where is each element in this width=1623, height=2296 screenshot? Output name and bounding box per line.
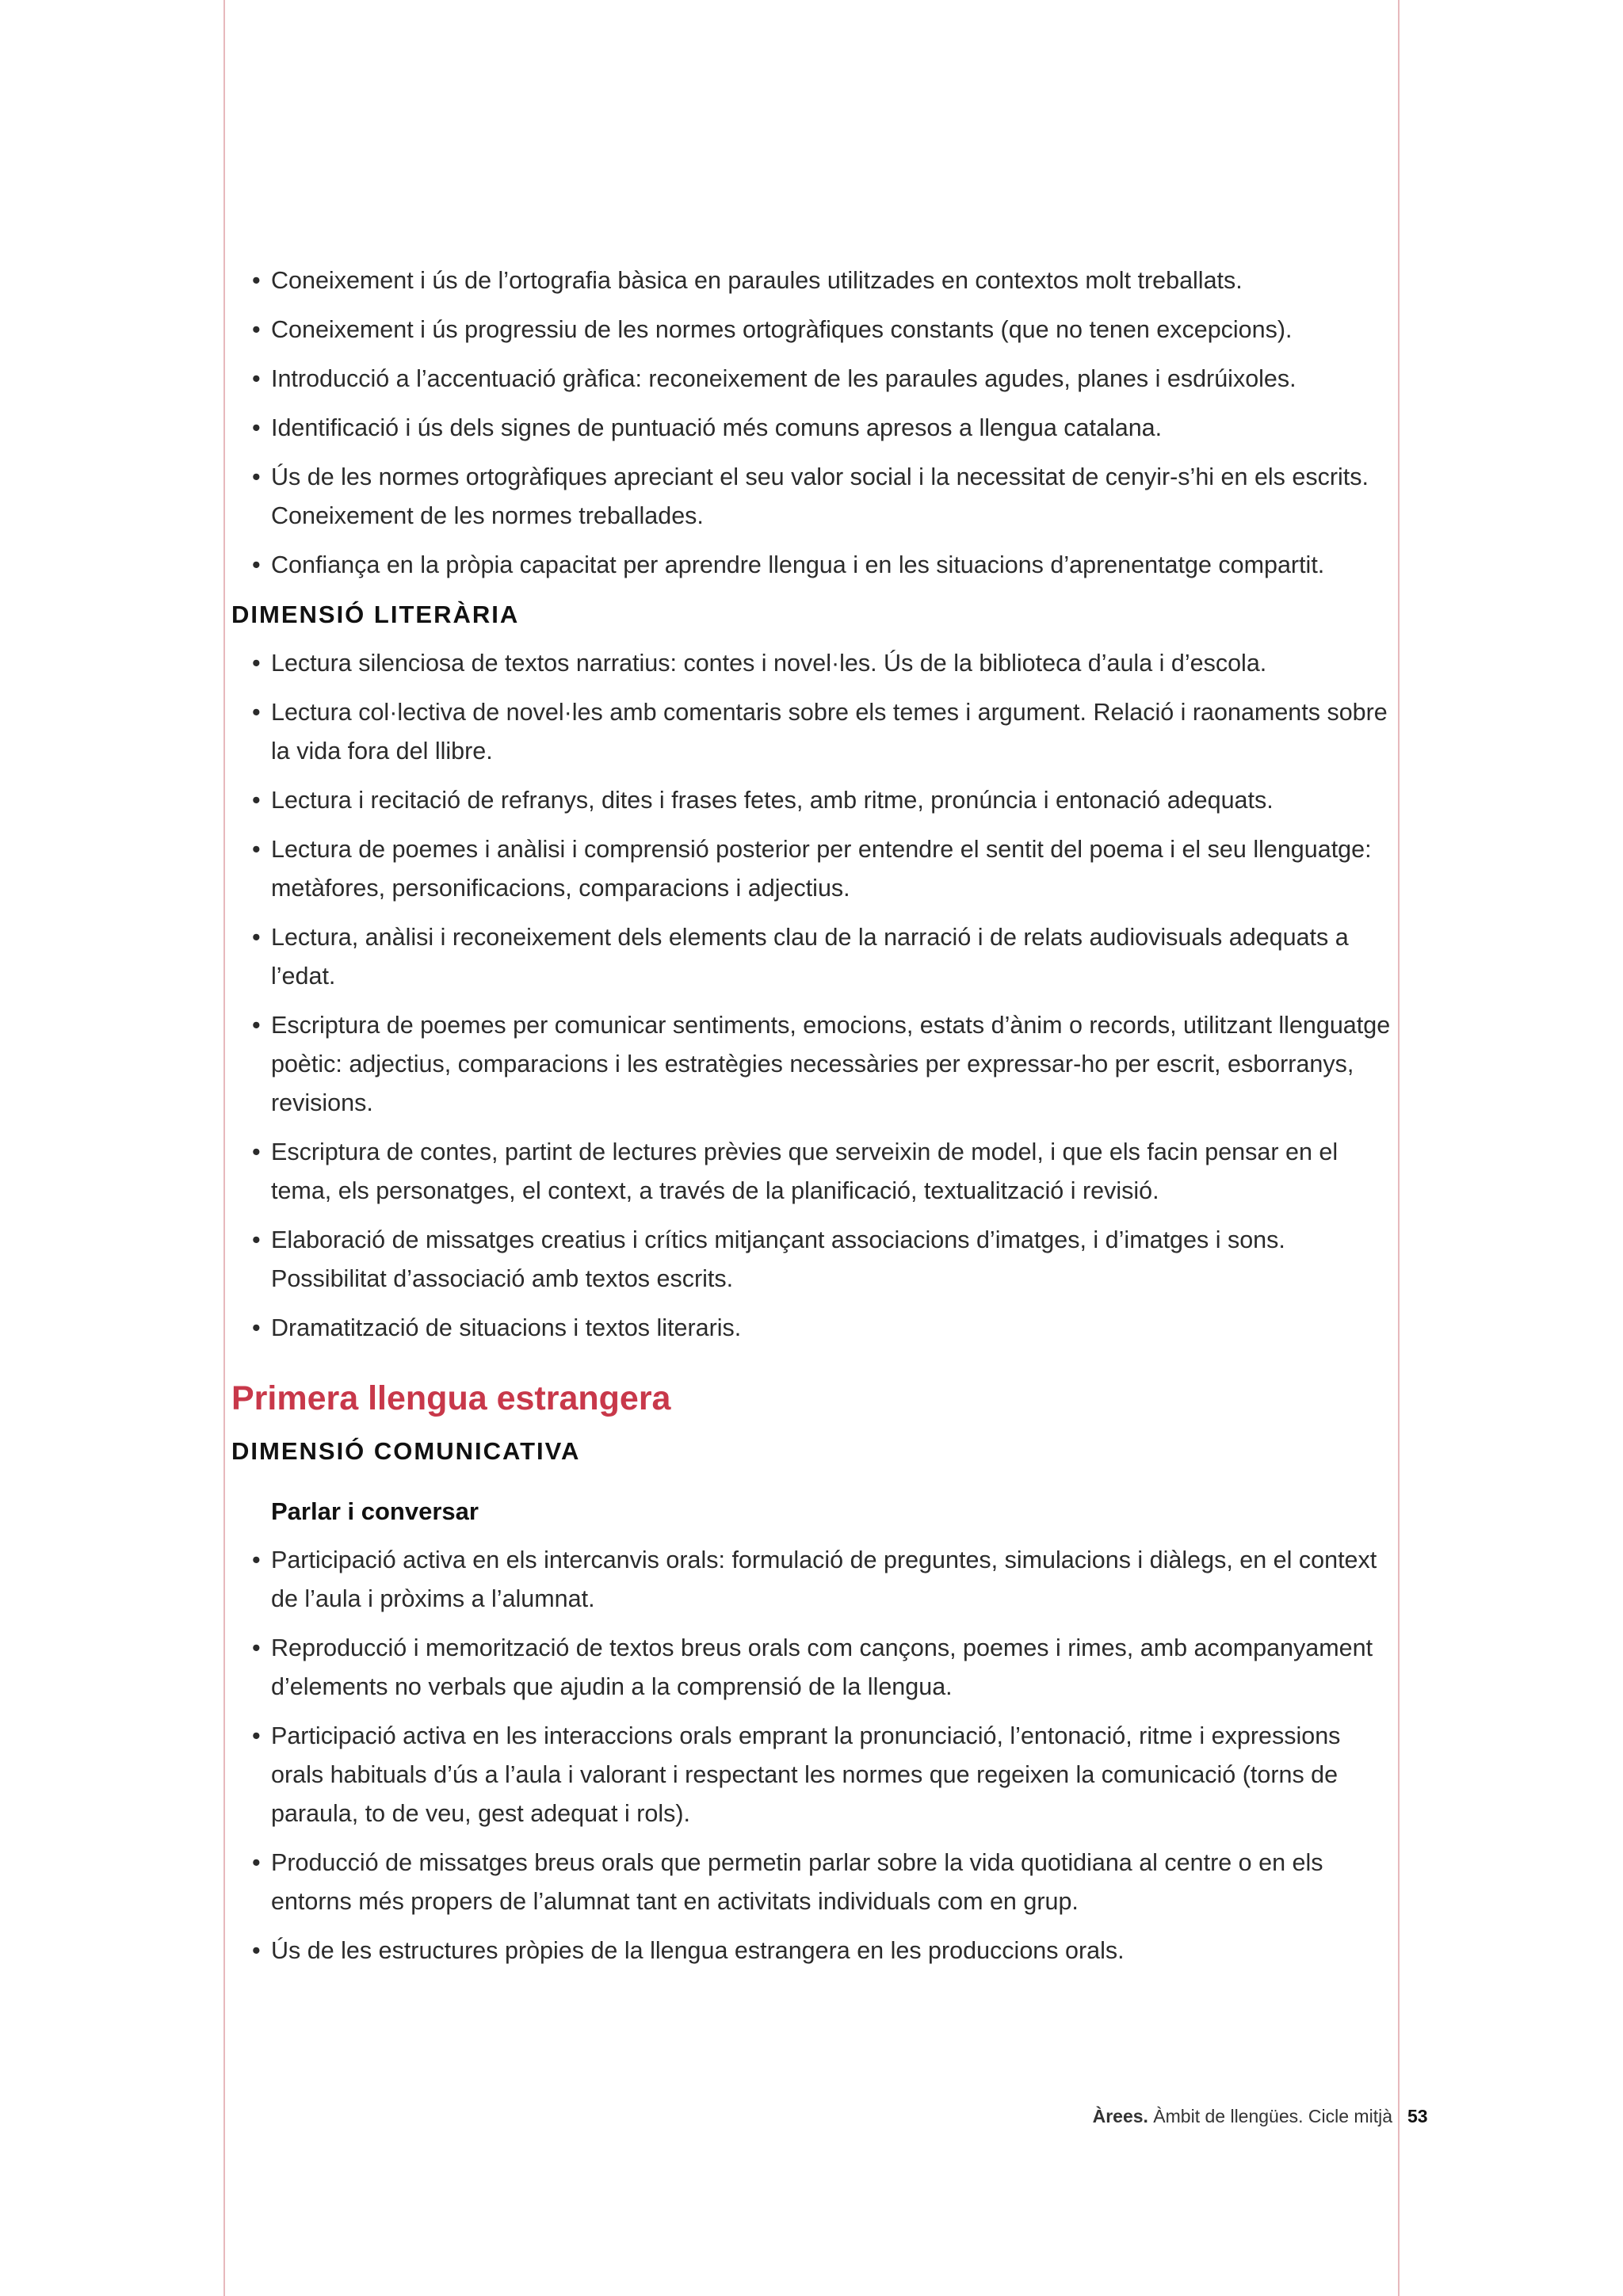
list-item: • Ús de les estructures pròpies de la llengua estrangera en les produccions orals. [231,1932,1396,1970]
footer-bold: Àrees. [1092,2106,1148,2126]
list-item: • Introducció a l’accentuació gràfica: reconeixement de les paraules agudes, planes i esdrúixoles. [231,360,1396,399]
list-item: • Coneixement i ús progressiu de les normes ortogràfiques constants (que no tenen excepcions). [231,311,1396,349]
bullet-list-parlar [231,1541,1396,1970]
list-item: • Participació activa en les interaccions orals emprant la pronunciació, l’entonació, ritme i expressions orals habituals d’ús a l’aula i valorant i respectant les normes que regeixen la comunicació (torns de paraula, to de veu, gest adequat i rols). [231,1717,1396,1833]
list-item: • Lectura i recitació de refranys, dites i frases fetes, amb ritme, pronúncia i entonació adequats. [231,781,1396,820]
list-item: • Confiança en la pròpia capacitat per aprendre llengua i en les situacions d’aprenentatge compartit. [231,546,1396,585]
list-item: • Producció de missatges breus orals que permetin parlar sobre la vida quotidiana al centre o en els entorns més propers de l’alumnat tant en activitats individuals com en grup. [231,1844,1396,1921]
sub-heading-parlar: Parlar i conversar [271,1497,479,1525]
area-title: Primera llengua estrangera [231,1379,671,1417]
list-item: • Dramatització de situacions i textos literaris. [231,1309,1396,1348]
list-item: • Identificació i ús dels signes de puntuació més comuns apresos a llengua catalana. [231,409,1396,448]
footer-text: Àmbit de llengües. Cicle mitjà [1148,2106,1392,2126]
running-footer [872,2103,1392,2130]
list-item: • Escriptura de poemes per comunicar sentiments, emocions, estats d’ànim o records, utilitzant llenguatge poètic: adjectius, comparacions i les estratègies necessàries per expressar-ho per escrit, esborranys, revisions. [231,1006,1396,1123]
list-item: • Lectura silenciosa de textos narratius: contes i novel·les. Ús de la biblioteca d’aula i d’escola. [231,644,1396,683]
footer-separator [1398,2098,1400,2134]
bullet-list-literaria [231,644,1396,1348]
list-item: • Lectura, anàlisi i reconeixement dels elements clau de la narració i de relats audiovisuals adequats a l’edat. [231,918,1396,996]
bullet-list-ortografia [231,261,1396,585]
left-margin-rule [223,0,225,2296]
list-item: • Lectura de poemes i anàlisi i comprensió posterior per entendre el sentit del poema i el seu llenguatge: metàfores, personificacions, comparacions i adjectius. [231,830,1396,908]
list-item: • Elaboració de missatges creatius i crítics mitjançant associacions d’imatges, i d’imatges i sons. Possibilitat d’associació amb textos escrits. [231,1221,1396,1299]
section-heading-comunicativa: DIMENSIÓ COMUNICATIVA [231,1437,581,1465]
list-item: • Escriptura de contes, partint de lectures prèvies que serveixin de model, i que els facin pensar en el tema, els personatges, el context, a través de la planificació, textualització i revisió. [231,1133,1396,1211]
page-number: 53 [1407,2106,1428,2126]
list-item: • Lectura col·lectiva de novel·les amb comentaris sobre els temes i argument. Relació i raonaments sobre la vida fora del llibre. [231,693,1396,771]
page-content [231,261,1396,1981]
section-heading-literaria: DIMENSIÓ LITERÀRIA [231,601,520,628]
list-item: • Ús de les normes ortogràfiques apreciant el seu valor social i la necessitat de cenyir-s’hi en els escrits. Coneixement de les normes treballades. [231,458,1396,536]
list-item: • Reproducció i memorització de textos breus orals com cançons, poemes i rimes, amb acompanyament d’elements no verbals que ajudin a la comprensió de la llengua. [231,1629,1396,1707]
list-item: • Participació activa en els intercanvis orals: formulació de preguntes, simulacions i diàlegs, en el context de l’aula i pròxims a l’alumnat. [231,1541,1396,1619]
right-margin-rule [1398,0,1400,2296]
list-item: • Coneixement i ús de l’ortografia bàsica en paraules utilitzades en contextos molt treballats. [231,261,1396,300]
